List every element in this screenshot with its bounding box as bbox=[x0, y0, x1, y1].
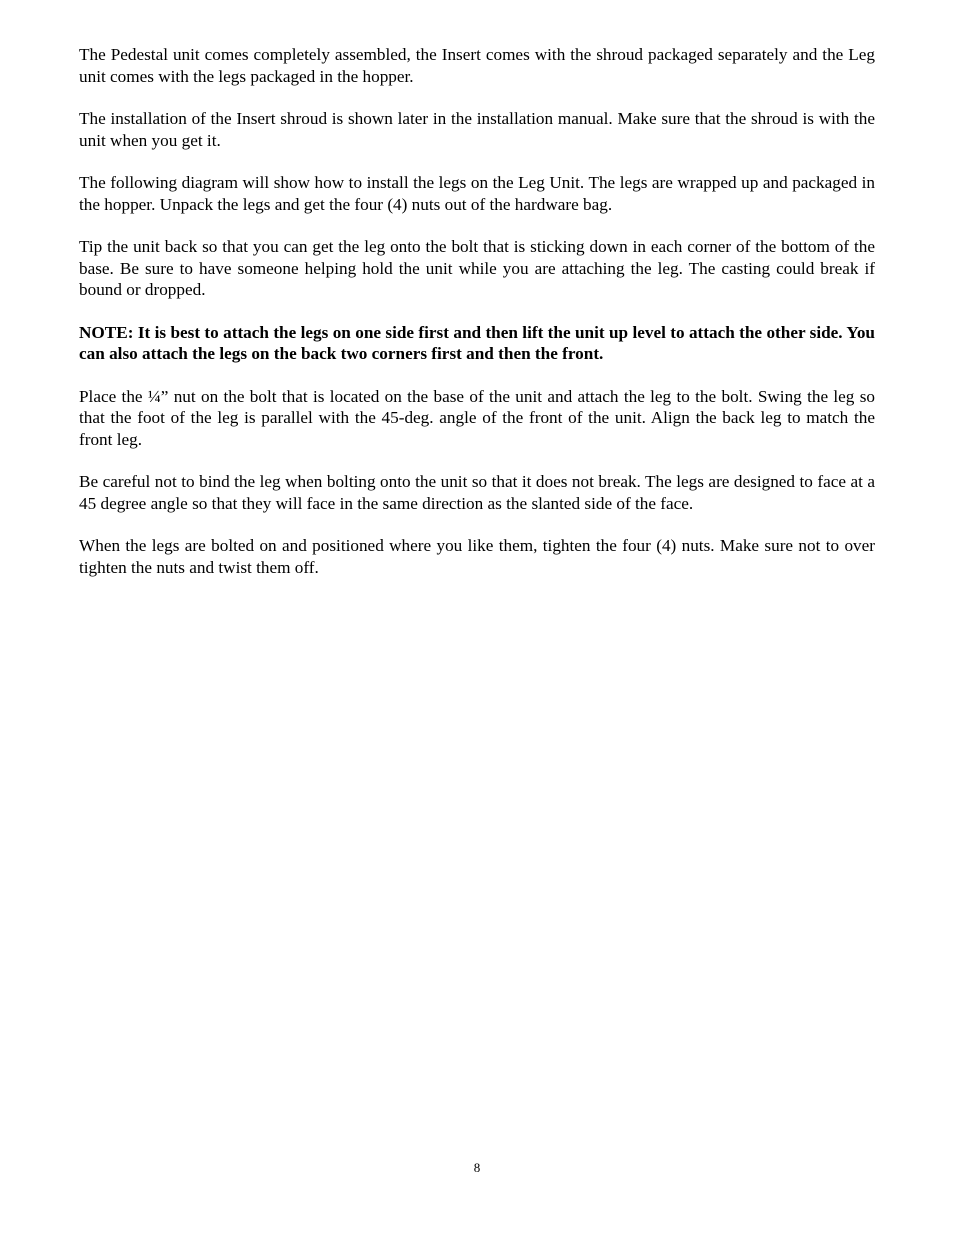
page-body bbox=[79, 44, 875, 599]
page-number: 8 bbox=[473, 1160, 481, 1175]
paragraph-tighten-nuts: When the legs are bolted on and positioned where you like them, tighten the four (4) nuts. Make sure not to over tighten the nuts and twist them off. bbox=[79, 536, 875, 577]
paragraph-careful-bind: Be careful not to bind the leg when bolting onto the unit so that it does not break. The legs are designed to face at a 45 degree angle so that they will face in the same direction as the slanted side of the face. bbox=[79, 472, 875, 513]
paragraph-insert-shroud: The installation of the Insert shroud is shown later in the installation manual. Make sure that the shroud is with the unit when you get it. bbox=[79, 109, 875, 150]
paragraph-place-nut: Place the ¼” nut on the bolt that is located on the base of the unit and attach the leg to the bolt. Swing the leg so that the foot of the leg is parallel with the 45-deg. angle of the front of the unit. Align the back leg to match the front leg. bbox=[79, 386, 875, 449]
paragraph-note: NOTE: It is best to attach the legs on one side first and then lift the unit up level to attach the other side. You can also attach the legs on the back two corners first and then the front. bbox=[79, 322, 875, 363]
paragraph-contents-intro: The Pedestal unit comes completely assembled, the Insert comes with the shroud packaged separately and the Leg unit comes with the legs packaged in the hopper. bbox=[79, 45, 875, 86]
paragraph-leg-diagram-intro: The following diagram will show how to install the legs on the Leg Unit. The legs are wrapped up and packaged in the hopper. Unpack the legs and get the four (4) nuts out of the hardware bag. bbox=[79, 173, 875, 214]
paragraph-tip-unit: Tip the unit back so that you can get the leg onto the bolt that is sticking down in each corner of the bottom of the base. Be sure to have someone helping hold the unit while you are attaching the leg. The casting could break if bound or dropped. bbox=[79, 237, 875, 299]
